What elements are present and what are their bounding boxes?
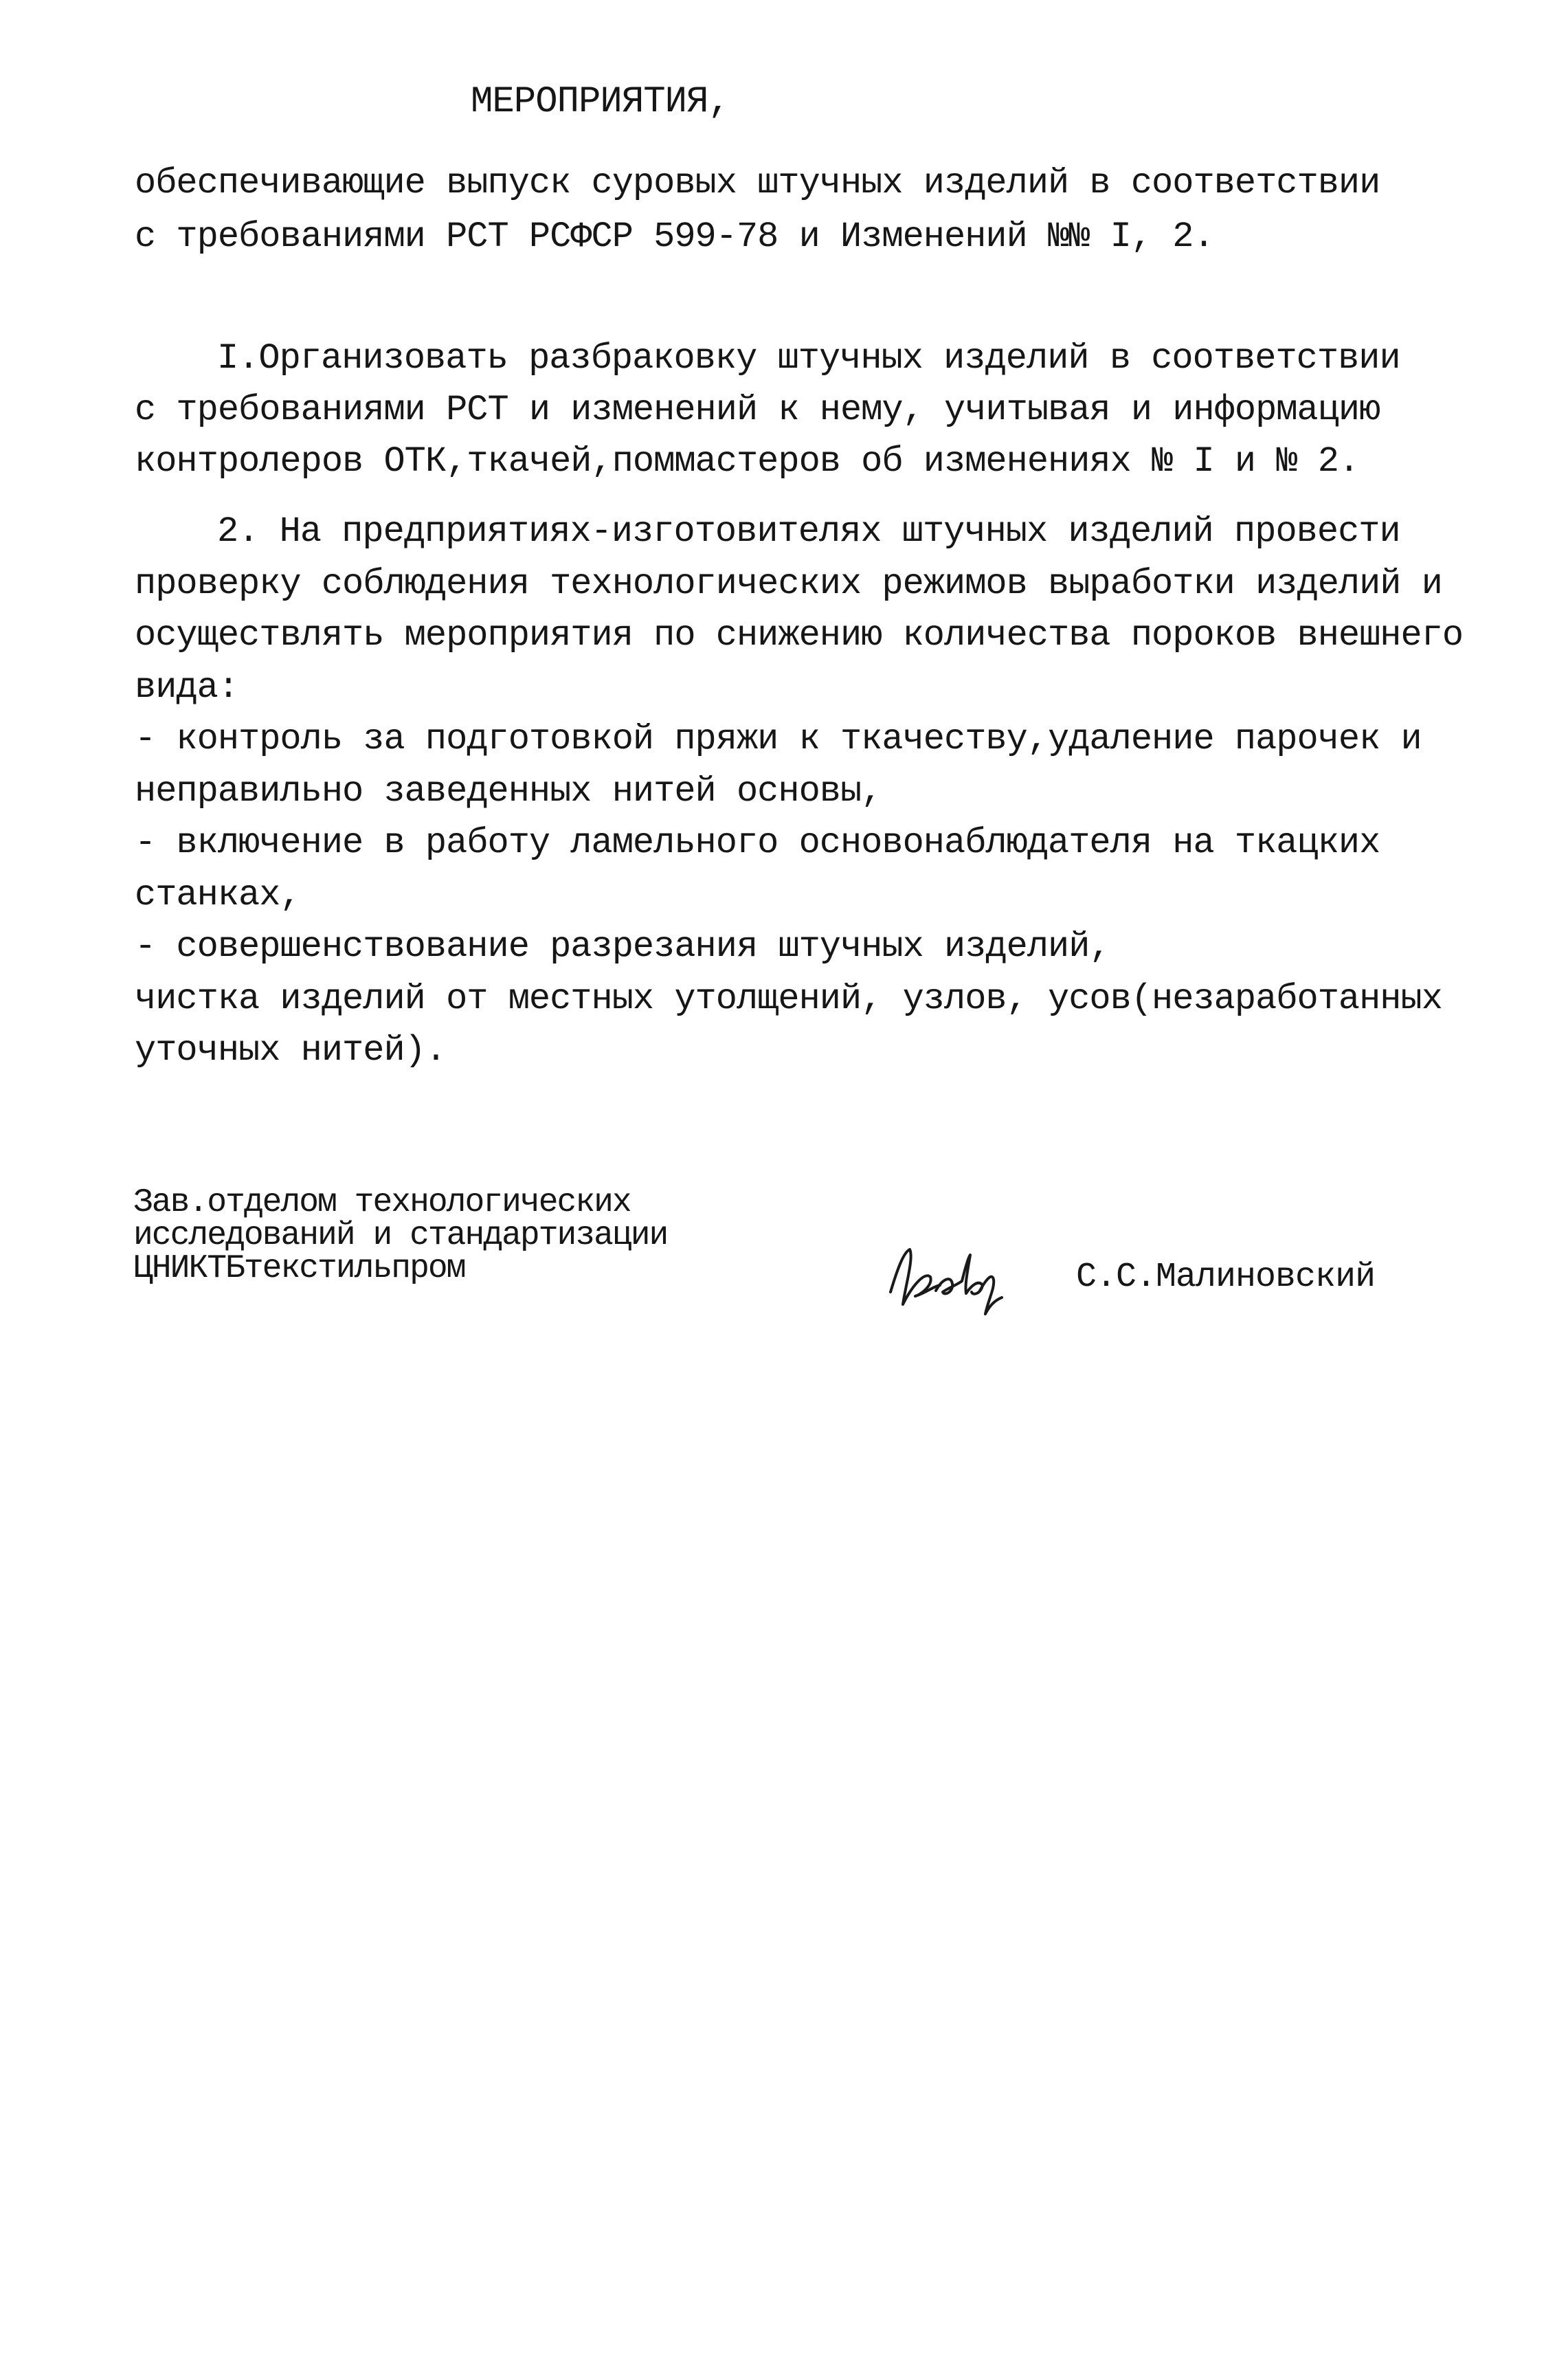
bullet-line: - контроль за подготовкой пряжи к ткачеству,удаление парочек и — [135, 719, 1422, 759]
paragraph-item-1 — [135, 333, 1400, 487]
subtitle-line: с требованиями РСТ РСФСР 599-78 и Изменений №№ I, 2. — [135, 216, 1214, 257]
paragraph-line: проверку соблюдения технологических режимов выработки изделий и — [135, 563, 1442, 604]
paragraph-line: вида: — [135, 667, 239, 708]
position-line: ЦНИКТБтекстильпром — [133, 1250, 465, 1287]
signer-position — [133, 1186, 667, 1285]
paragraph-line: с требованиями РСТ и изменений к нему, учитывая и информацию — [135, 390, 1380, 430]
paragraph-line: неправильно заведенных нитей основы, — [135, 770, 882, 812]
paragraph-line: 2. На предприятиях-изготовителях штучных изделий провести — [217, 511, 1400, 552]
handwritten-signature-icon — [885, 1237, 1016, 1320]
signer-name: С.С.Малиновский — [1076, 1258, 1376, 1297]
paragraph-line: чистка изделий от местных утолщений, узлов, усов(незаработанных — [135, 978, 1442, 1019]
paragraph-line: уточных нитей). — [135, 1030, 447, 1071]
paragraph-item-2 — [135, 506, 1463, 1077]
subtitle-line: обеспечивающие выпуск суровых штучных изделий в соответствии — [135, 163, 1380, 203]
document-subtitle — [135, 157, 1380, 264]
paragraph-line: I.Организовать разбраковку штучных изделий в соответствии — [217, 338, 1400, 379]
paragraph-line: осуществлять мероприятия по снижению количества пороков внешнего — [135, 615, 1464, 656]
bullet-line: - включение в работу ламельного основонаблюдателя на ткацких — [135, 823, 1380, 863]
paragraph-line: контролеров ОТК,ткачей,поммастеров об изменениях № I и № 2. — [135, 441, 1360, 482]
paragraph-line: станках, — [135, 874, 301, 915]
position-line: исследований и стандартизации — [133, 1217, 668, 1254]
document-heading: МЕРОПРИЯТИЯ, — [471, 81, 730, 123]
bullet-line: - совершенствование разрезания штучных изделий, — [135, 926, 1110, 967]
position-line: Зав.отделом технологических — [133, 1184, 631, 1221]
